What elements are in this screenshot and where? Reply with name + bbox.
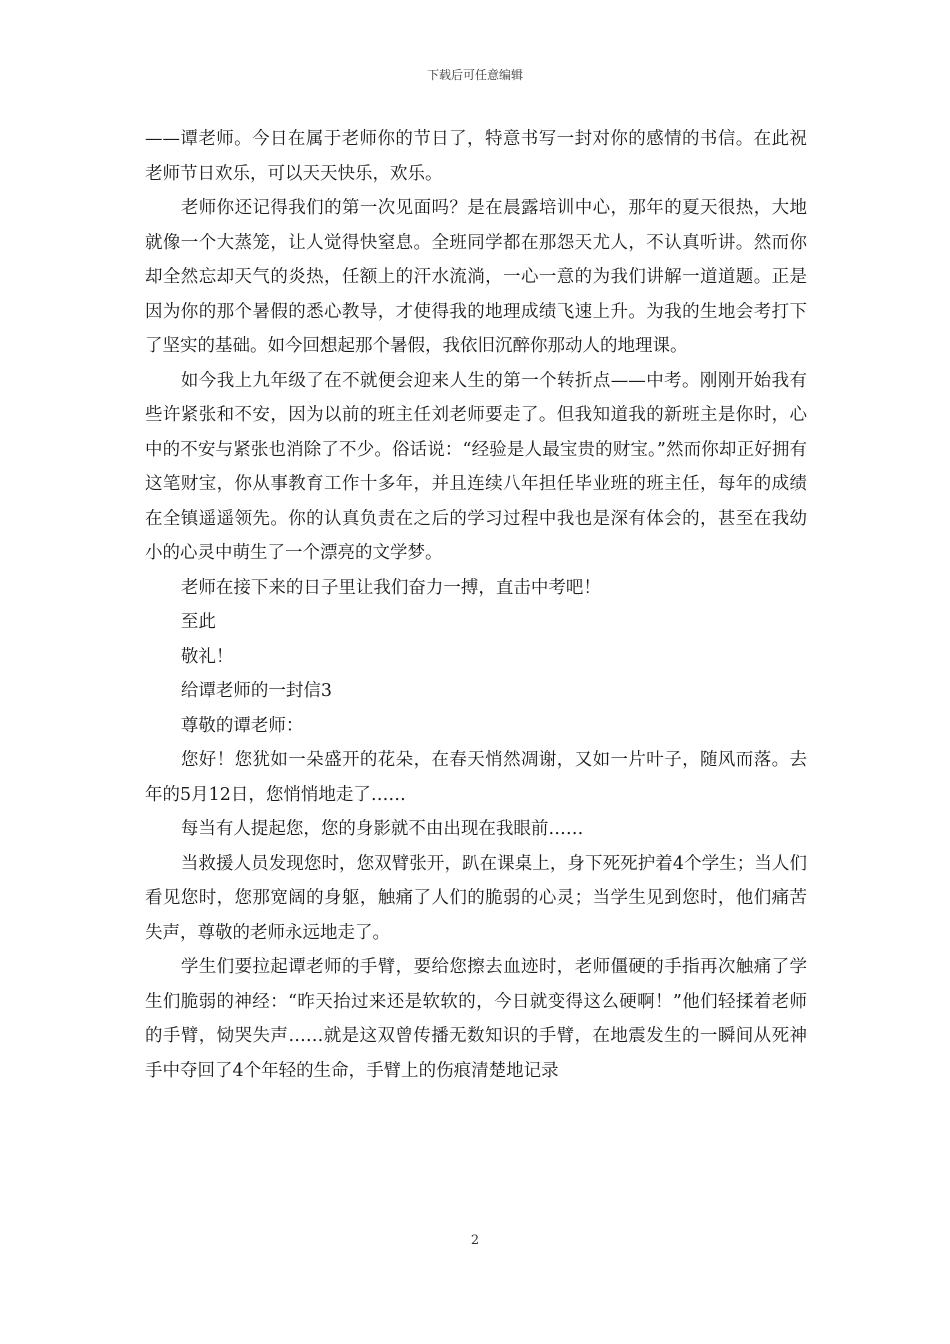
paragraph-11: 当救援人员发现您时，您双臂张开，趴在课桌上，身下死死护着4个学生；当人们看见您时，您那宽阔的身躯，触痛了人们的脆弱的心灵；当学生见到您时，他们痛苦失声，尊敬的老师永远地走了。 bbox=[145, 853, 807, 943]
document-body bbox=[145, 122, 807, 1088]
closing-line-1: 至此 bbox=[180, 612, 216, 632]
closing-line-2: 敬礼！ bbox=[180, 646, 234, 667]
paragraph-10: 每当有人提起您，您的身影就不由出现在我眼前…… bbox=[180, 819, 584, 839]
letter-title: 给谭老师的一封信3 bbox=[180, 681, 333, 701]
paragraph-9: 您好！您犹如一朵盛开的花朵，在春天悄然凋谢，又如一片叶子，随风而落。去年的5月12日，您悄悄地走了…… bbox=[145, 750, 807, 805]
paragraph-1: ——谭老师。今日在属于老师你的节日了，特意书写一封对你的感情的书信。在此祝老师节日欢乐，可以天天快乐，欢乐。 bbox=[145, 129, 807, 184]
page-number: 2 bbox=[470, 1233, 480, 1248]
paragraph-3: 如今我上九年级了在不就便会迎来人生的第一个转折点——中考。刚刚开始我有些许紧张和不安，因为以前的班主任刘老师要走了。但我知道我的新班主是你时，心中的不安与紧张也消除了不少。俗话说：“经验是人最宝贵的财宝。”然而你却正好拥有这笔财宝，你从事教育工作十多年，并且连续八年担任毕业班的班主任，每年的成绩在全镇遥遥领先。你的认真负责在之后的学习过程中我也是深有体会的，甚至在我幼小的心灵中萌生了一个漂亮的文学梦。 bbox=[145, 370, 807, 563]
paragraph-4: 老师在接下来的日子里让我们奋力一搏，直击中考吧！ bbox=[180, 577, 601, 598]
paragraph-12: 学生们要拉起谭老师的手臂，要给您擦去血迹时，老师僵硬的手指再次触痛了学生们脆弱的神经：“昨天抬过来还是软软的，今日就变得这么硬啊！”他们轻揉着老师的手臂，恸哭失声……就是这双曾传播无数知识的手臂，在地震发生的一瞬间从死神手中夺回了4个年轻的生命，手臂上的伤痕清楚地记录 bbox=[145, 957, 807, 1081]
letter-salutation: 尊敬的谭老师： bbox=[180, 715, 304, 736]
page-header: 下载后可任意编辑 bbox=[426, 68, 523, 82]
paragraph-2: 老师你还记得我们的第一次见面吗？是在晨露培训中心，那年的夏天很热，大地就像一个大蒸笼，让人觉得快窒息。全班同学都在那怨天尤人，不认真听讲。然而你却全然忘却天气的炎热，任额上的汗水流淌，一心一意的为我们讲解一道道题。正是因为你的那个暑假的悉心教导，才使得我的地理成绩飞速上升。为我的生地会考打下了坚实的基础。如今回想起那个暑假，我依旧沉醉你那动人的地理课。 bbox=[145, 198, 807, 356]
